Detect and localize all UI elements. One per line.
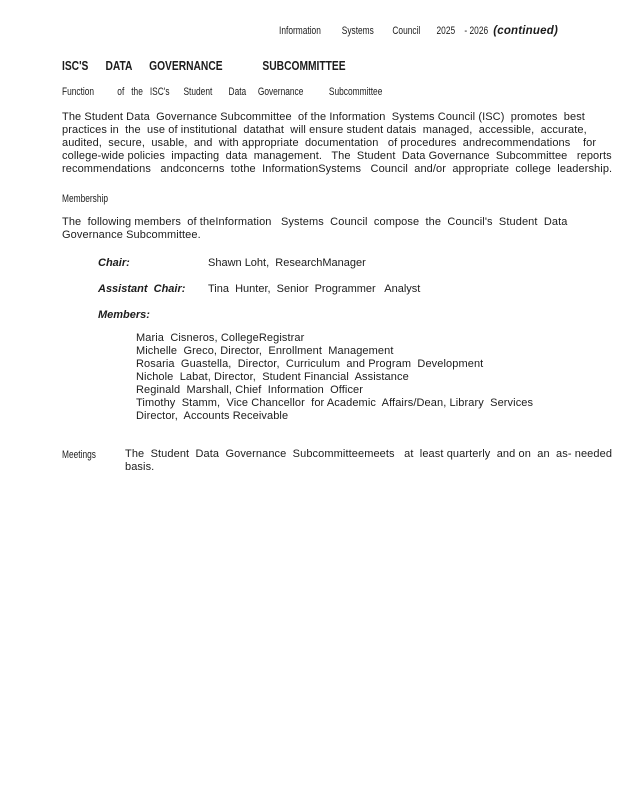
membership-heading-text: Membership bbox=[62, 193, 109, 205]
chair-row bbox=[98, 257, 366, 269]
assistant-chair-label: Assistant Chair: bbox=[98, 283, 186, 295]
text-line: recommendations andconcerns tothe InformationSystems Council and/or appropriate college leadership. bbox=[62, 163, 613, 175]
function-heading bbox=[62, 86, 484, 98]
members-label-row bbox=[98, 309, 208, 321]
text-line: Nichole Labat, Director, Student Financial Assistance bbox=[136, 371, 409, 383]
running-header-title: Information Systems Council 2025 - 2026 bbox=[279, 25, 489, 37]
members-list bbox=[136, 332, 533, 423]
text-line: Rosaria Guastella, Director, Curriculum and Program Development bbox=[136, 358, 484, 370]
meetings-paragraph bbox=[125, 448, 612, 474]
members-label: Members: bbox=[98, 309, 150, 321]
text-line: The Student Data Governance Subcommitteemeets at least quarterly and on an as- needed bbox=[125, 448, 613, 460]
text-line: The following members of theInformation Systems Council compose the Council's Student Data bbox=[62, 216, 568, 228]
chair-value: Shawn Loht, ResearchManager bbox=[208, 257, 366, 269]
document-title bbox=[62, 59, 408, 73]
text-line: The Student Data Governance Subcommittee of the Information Systems Council (ISC) promotes best bbox=[62, 111, 585, 123]
text-line: practices in the use of institutional datathat will ensure student datais managed, accessible, accurate, bbox=[62, 124, 587, 136]
chair-label: Chair: bbox=[98, 257, 130, 269]
text-line: Maria Cisneros, CollegeRegistrar bbox=[136, 332, 305, 344]
text-line: Timothy Stamm, Vice Chancellor for Academic Affairs/Dean, Library Services bbox=[136, 397, 534, 409]
text-line: basis. bbox=[125, 461, 155, 473]
text-line: audited, secure, usable, and with appropriate documentation of procedures andrecommendations for bbox=[62, 137, 597, 149]
document-title-text: ISC'S DATA GOVERNANCE SUBCOMMITTEE bbox=[62, 59, 346, 73]
continued-label: (continued) bbox=[493, 25, 558, 37]
text-line: college-wide policies impacting data management. The Student Data Governance Subcommittee reports bbox=[62, 150, 612, 162]
text-line: Governance Subcommittee. bbox=[62, 229, 201, 241]
meetings-heading-text: Meetings bbox=[62, 449, 96, 461]
function-heading-text: Function of the ISC's Student Data Governance Subcommittee bbox=[62, 86, 383, 98]
function-paragraph bbox=[62, 111, 612, 176]
membership-heading bbox=[62, 193, 123, 205]
text-line: Director, Accounts Receivable bbox=[136, 410, 289, 422]
meetings-heading bbox=[62, 449, 107, 461]
text-line: Michelle Greco, Director, Enrollment Management bbox=[136, 345, 394, 357]
assistant-chair-row bbox=[98, 283, 420, 295]
membership-intro-paragraph bbox=[62, 216, 568, 242]
running-header bbox=[213, 25, 558, 37]
assistant-chair-value: Tina Hunter, Senior Programmer Analyst bbox=[208, 283, 421, 295]
text-line: Reginald Marshall, Chief Information Officer bbox=[136, 384, 364, 396]
